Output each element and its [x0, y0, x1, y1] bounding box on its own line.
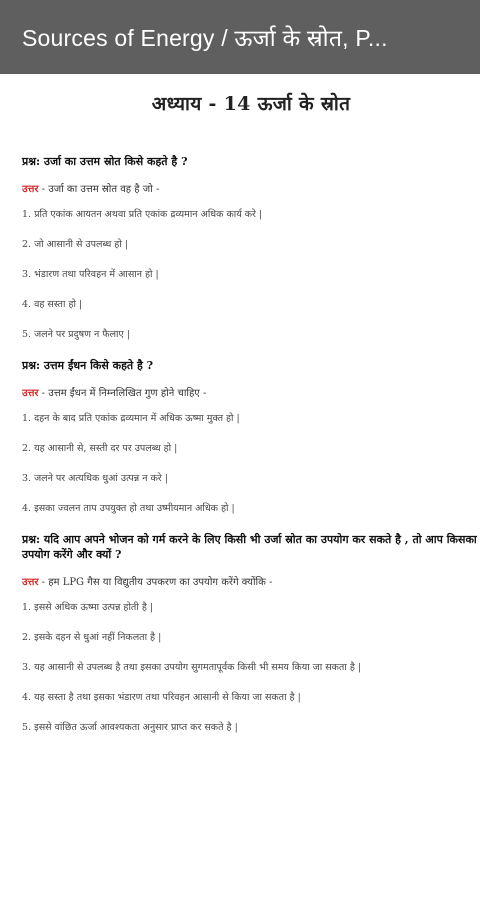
answer-point: 1. प्रति एकांक आयतन अथवा प्रति एकांक द्रव्यमान अधिक कार्य करे |: [22, 209, 263, 220]
answer-point: 3. भंडारण तथा परिवहन में आसान हो |: [22, 269, 159, 280]
answer-text: - उत्तम ईंधन में निम्नलिखित गुण होने चाहिए -: [38, 388, 207, 399]
answer-point: 2. यह आसानी से, सस्ती दर पर उपलब्ध हो |: [22, 443, 178, 454]
answer-intro: [22, 387, 480, 400]
qa-block: [22, 532, 480, 734]
answer-point: 3. जलने पर अत्यधिक धुआं उत्पन्न न करे |: [22, 473, 168, 484]
answer-intro: [22, 576, 480, 589]
answer-text: - उर्जा का उत्तम स्रोत वह है जो -: [38, 184, 160, 195]
answer-point: 1. इससे अधिक ऊष्मा उत्पन्न होती है |: [22, 602, 154, 613]
chapter-title: अध्याय - 14 ऊर्जा के स्रोत: [151, 93, 351, 115]
answer-point: 2. जो आसानी से उपलब्ध हो |: [22, 239, 129, 250]
app-bar: [0, 0, 480, 74]
article-content: [0, 90, 480, 734]
answer-point: 1. दहन के बाद प्रति एकांक द्रव्यमान में अधिक ऊष्मा मुक्त हो |: [22, 413, 240, 424]
qa-block: [22, 154, 480, 341]
app-title: Sources of Energy / ऊर्जा के स्रोत, P...: [22, 25, 388, 51]
answer-point: 4. वह सस्ता हो |: [22, 299, 83, 310]
answer-point: 3. यह आसानी से उपलब्ध है तथा इसका उपयोग सुगमतापूर्वक किसी भी समय किया जा सकता है |: [22, 662, 362, 673]
answer-label: उत्तर: [22, 184, 39, 195]
question-text: प्रश्न: उत्तम ईंधन किसे कहते है ?: [22, 359, 154, 372]
answer-text: - हम LPG गैस या विद्युतीय उपकरण का उपयोग करेंगे क्योंकि -: [38, 577, 273, 588]
answer-point: 2. इसके दहन से धुआं नहीं निकलता है |: [22, 632, 162, 643]
answer-point: 4. यह सस्ता है तथा इसका भंडारण तथा परिवहन आसानी से किया जा सकता है |: [22, 692, 301, 703]
answer-label: उत्तर: [22, 388, 39, 399]
qa-list: [22, 154, 480, 734]
answer-point: 5. इससे वांछित ऊर्जा आवश्यकता अनुसार प्राप्त कर सकते है |: [22, 722, 238, 733]
answer-intro: [22, 183, 480, 196]
question-text: प्रश्न: उर्जा का उत्तम स्रोत किसे कहते है ?: [22, 155, 188, 168]
qa-block: [22, 358, 480, 515]
answer-point: 4. इसका ज्वलन ताप उपयुक्त हो तथा उष्मीयमान अधिक हो |: [22, 503, 235, 514]
question-text: प्रश्न: यदि आप अपने भोजन को गर्म करने के लिए किसी भी उर्जा स्रोत का उपयोग कर सकते है , तो आप किसका उपयोग करेंगे और क्यों ?: [22, 533, 477, 561]
answer-label: उत्तर: [22, 577, 39, 588]
answer-point: 5. जलने पर प्रदुषण न फैलाए |: [22, 329, 130, 340]
